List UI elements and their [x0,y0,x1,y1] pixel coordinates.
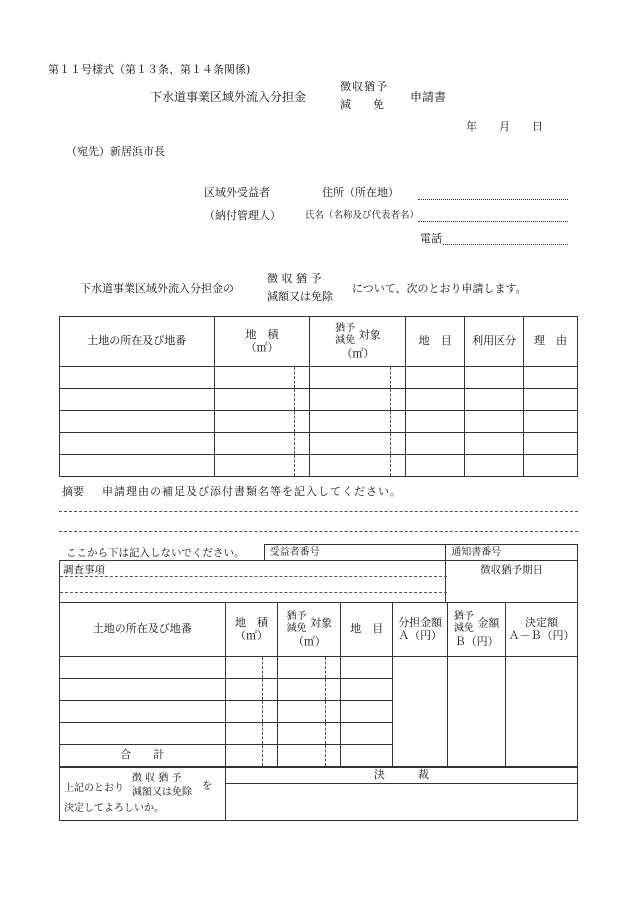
cell-area-decimal[interactable] [263,657,278,679]
phone-field[interactable] [443,244,568,245]
address-label: 住所（所在地） [322,186,399,199]
request-option-bottom: 減額又は免除 [267,290,333,303]
office-table [59,602,578,767]
cell-area[interactable] [214,389,295,411]
cell-target-decimal[interactable] [326,679,341,701]
addressee: （宛先）新居浜市長 [66,145,165,158]
cell-target-decimal[interactable] [326,723,341,745]
header-area: 地 積 （㎡） [214,317,310,367]
agent-role: （納付管理人） [204,209,281,222]
request-suffix: について、次のとおり申請します。 [352,282,527,295]
header-land-type: 地 目 [406,317,465,367]
cell-location[interactable] [60,657,226,679]
table-row [60,389,578,411]
cell-target-decimal[interactable] [326,657,341,679]
total-target-decimal[interactable] [326,745,341,767]
cell-target-decimal[interactable] [391,367,406,389]
cell-area-decimal[interactable] [295,433,310,455]
cell-area-decimal[interactable] [295,367,310,389]
phone-label: 電話 [420,232,442,245]
title-suffix: 申請書 [410,90,447,104]
cell-area-decimal[interactable] [295,389,310,411]
cell-target[interactable] [310,367,391,389]
header-area-2: 地 積 （㎡） [225,603,278,657]
cell-usage[interactable] [465,433,524,455]
address-field[interactable] [418,199,568,200]
cell-reason[interactable] [524,389,578,411]
total-target[interactable] [278,745,326,767]
name-label: 氏名（名称及び代表者名） [305,210,420,221]
cell-charge[interactable] [393,657,448,767]
summary-label: 摘要 [62,485,84,498]
decision-header: 決 裁 [225,768,577,784]
cell-land-type[interactable] [341,701,393,723]
table-row [60,433,578,455]
cell-area-decimal[interactable] [263,723,278,745]
investigation-label: 調査事項 [63,564,105,576]
cell-target-decimal[interactable] [391,433,406,455]
header-land-type-2: 地 目 [341,603,393,657]
cell-target[interactable] [310,455,391,477]
name-field[interactable] [418,221,568,222]
cell-reason[interactable] [524,433,578,455]
header-reason: 理 由 [524,317,578,367]
decision-table [59,767,578,821]
cell-reason[interactable] [524,455,578,477]
cell-area-decimal[interactable] [295,411,310,433]
header-usage: 利用区分 [465,317,524,367]
date-line: 年 月 日 [466,120,543,133]
cell-area[interactable] [214,411,295,433]
header-target-area: 猶予 減免 対象 （㎡） [310,317,406,367]
cell-location[interactable] [60,433,215,455]
header-location: 土地の所在及び地番 [60,317,215,367]
office-use-notice: ここから下は記入しないでください。 [66,547,245,559]
cell-usage[interactable] [465,411,524,433]
investigation-line-2 [60,592,447,593]
notice-number[interactable]: 通知書番号 [446,545,578,561]
cell-area[interactable] [225,701,263,723]
cell-land-type[interactable] [406,389,465,411]
cell-usage[interactable] [465,455,524,477]
office-header-table [59,544,578,603]
cell-deferral-amount[interactable] [448,657,506,767]
decision-stamp-area[interactable] [225,784,577,821]
cell-land-type[interactable] [406,455,465,477]
cell-land-type[interactable] [406,411,465,433]
total-label: 合 計 [60,745,226,767]
application-table [59,316,578,477]
cell-land-type[interactable] [406,367,465,389]
cell-target-decimal[interactable] [391,455,406,477]
total-land-type[interactable] [341,745,393,767]
header-decided-amount: 決定額 Ａ－Ｂ（円） [506,603,578,657]
cell-area[interactable] [225,657,263,679]
approval-statement: 上記のとおり 徴 収 猶 予 減額又は免除 を 決定してよろしいか。 [60,768,226,821]
cell-area[interactable] [214,367,295,389]
cell-usage[interactable] [465,389,524,411]
cell-area[interactable] [214,455,295,477]
cell-target-decimal[interactable] [391,389,406,411]
total-area-decimal[interactable] [263,745,278,767]
cell-target-decimal[interactable] [326,701,341,723]
request-option-top: 徴 収 猶 予 [267,272,322,285]
investigation-line-1 [60,576,447,577]
table-row [60,657,578,679]
cell-land-type[interactable] [406,433,465,455]
summary-line-2[interactable] [59,531,578,532]
cell-target[interactable] [278,701,326,723]
header-target-area-2: 猶予 減免 対象 （㎡） [278,603,341,657]
header-charge: 分担金額 Ａ（円） [393,603,448,657]
cell-area-decimal[interactable] [295,455,310,477]
request-prefix: 下水道事業区域外流入分担金の [80,282,234,295]
applicant-role: 区域外受益者 [204,186,270,199]
investigation-items[interactable] [60,561,446,603]
beneficiary-number[interactable]: 受益者番号 [264,545,446,561]
deferral-date[interactable]: 徴収猶予期日 [446,561,578,603]
cell-target[interactable] [310,433,391,455]
cell-target[interactable] [278,679,326,701]
cell-location[interactable] [60,679,226,701]
form-number: 第１１号様式（第１３条、第１４条関係) [48,63,251,76]
cell-usage[interactable] [465,367,524,389]
header-location-2: 土地の所在及び地番 [60,603,226,657]
title-prefix: 下水道事業区域外流入分担金 [150,90,307,104]
table-row [60,455,578,477]
cell-location[interactable] [60,367,215,389]
cell-location[interactable] [60,389,215,411]
title-option-top: 徴収猶予 [340,80,388,93]
cell-target[interactable] [310,389,391,411]
cell-land-type[interactable] [341,723,393,745]
cell-location[interactable] [60,455,215,477]
cell-target[interactable] [310,411,391,433]
cell-area-decimal[interactable] [263,679,278,701]
cell-target-decimal[interactable] [391,411,406,433]
table-row [60,411,578,433]
title-option-bottom: 減 免 [340,98,384,111]
cell-decided-amount[interactable] [506,657,578,767]
cell-target[interactable] [278,657,326,679]
cell-area-decimal[interactable] [263,701,278,723]
cell-reason[interactable] [524,367,578,389]
summary-line-1[interactable] [59,511,578,512]
cell-land-type[interactable] [341,679,393,701]
cell-area[interactable] [225,723,263,745]
cell-location[interactable] [60,411,215,433]
cell-reason[interactable] [524,411,578,433]
summary-note: 申請理由の補足及び添付書類名等を記入してください。 [102,485,402,498]
cell-location[interactable] [60,723,226,745]
cell-target[interactable] [278,723,326,745]
cell-area[interactable] [225,679,263,701]
cell-land-type[interactable] [341,657,393,679]
header-deferral-amount: 猶予 減免 金額 Ｂ（円） [448,603,506,657]
total-area[interactable] [225,745,263,767]
table-row [60,367,578,389]
cell-location[interactable] [60,701,226,723]
cell-area[interactable] [214,433,295,455]
